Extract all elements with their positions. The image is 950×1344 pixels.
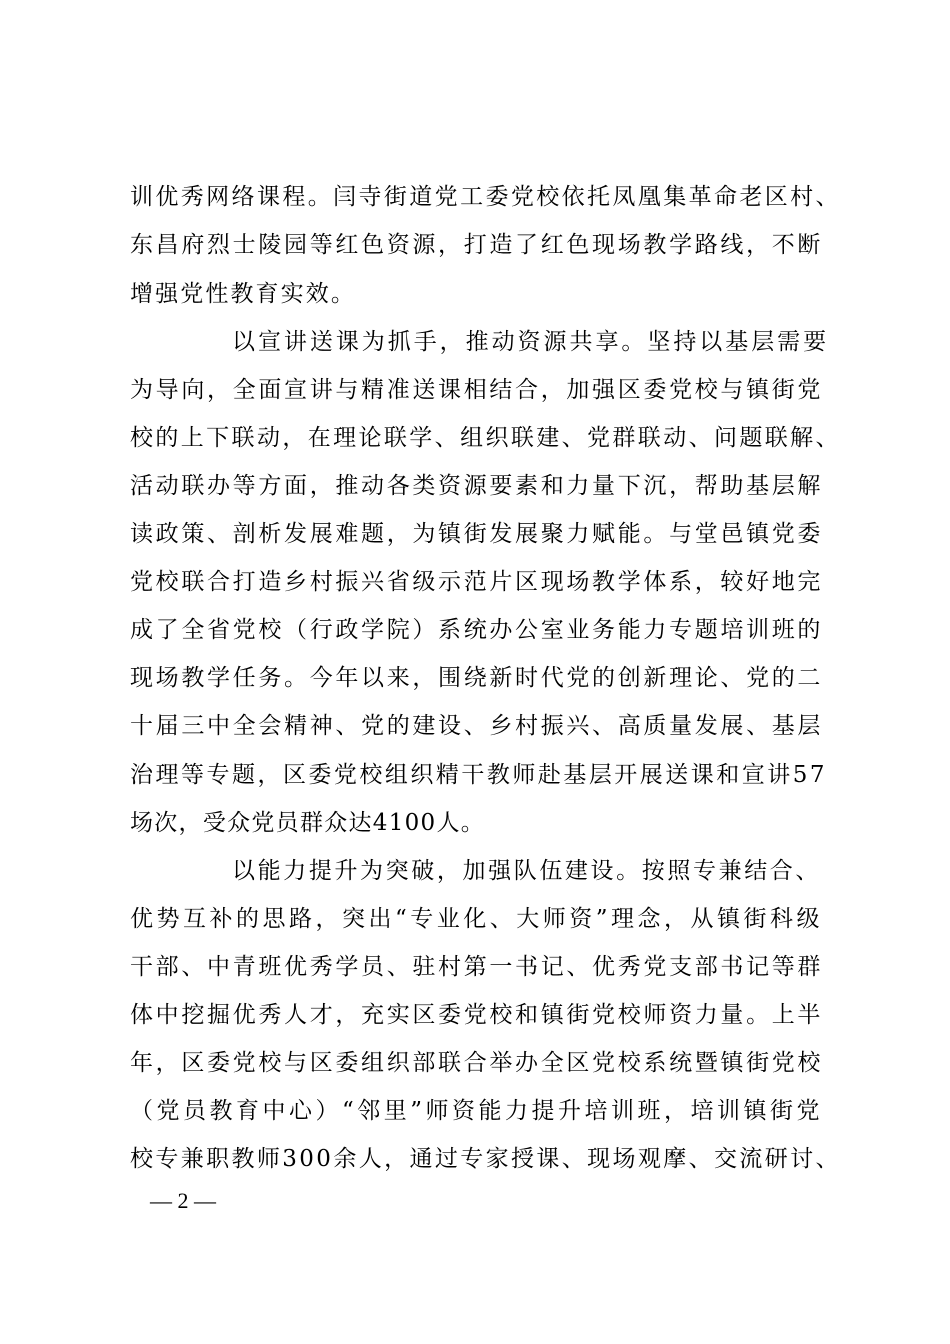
text-line (0, 1139, 950, 1179)
line-text: 十届三中全会精神、党的建设、乡村振兴、高质量发展、基层 (130, 713, 824, 739)
text-line (0, 225, 950, 265)
line-text: 校的上下联动，在理论联学、组织联建、党群联动、问题联解、 (130, 425, 841, 451)
text-line (0, 1043, 950, 1083)
line-text: 东昌府烈士陵园等红色资源，打造了红色现场教学路线，不断 (130, 232, 824, 258)
text-line (0, 995, 950, 1035)
line-text: 校专兼职教师300余人，通过专家授课、现场观摩、交流研讨、 (130, 1146, 841, 1172)
line-text: 优势互补的思路，突出“专业化、大师资”理念，从镇街科级 (130, 906, 824, 932)
text-line (0, 274, 950, 314)
text-line (0, 370, 950, 410)
line-text: 增强党性教育实效。 (130, 281, 356, 307)
text-line (0, 755, 950, 795)
text-line (0, 658, 950, 698)
line-text: 现场教学任务。今年以来，围绕新时代党的创新理论、党的二 (130, 665, 824, 691)
text-line (0, 851, 950, 891)
text-line (0, 562, 950, 602)
text-line (0, 706, 950, 746)
page-number: — 2 — (150, 1188, 216, 1213)
line-text: 治理等专题，区委党校组织精干教师赴基层开展送课和宣讲57 (130, 762, 827, 788)
line-text: 为导向，全面宣讲与精准送课相结合，加强区委党校与镇街党 (130, 377, 824, 403)
line-text: （党员教育中心）“邻里”师资能力提升培训班，培训镇街党 (130, 1098, 824, 1124)
line-text: 场次，受众党员群众达4100人。 (130, 810, 486, 836)
line-text: 读政策、剖析发展难题，为镇街发展聚力赋能。与堂邑镇党委 (130, 521, 824, 547)
text-line (0, 1091, 950, 1131)
text-line (0, 177, 950, 217)
text-line (0, 803, 950, 843)
line-text: 年，区委党校与区委组织部联合举办全区党校系统暨镇街党校 (130, 1050, 824, 1076)
line-text: 活动联办等方面，推动各类资源要素和力量下沉，帮助基层解 (130, 473, 824, 499)
line-text: 成了全省党校（行政学院）系统办公室业务能力专题培训班的 (130, 617, 824, 643)
paragraph-first-line: 以能力提升为突破，加强队伍建设。按照专兼结合、 (232, 858, 822, 884)
text-line (0, 899, 950, 939)
text-line (0, 466, 950, 506)
line-text: 干部、中青班优秀学员、驻村第一书记、优秀党支部书记等群 (130, 954, 824, 980)
line-text: 党校联合打造乡村振兴省级示范片区现场教学体系，较好地完 (130, 569, 824, 595)
text-line (0, 947, 950, 987)
line-text: 体中挖掘优秀人才，充实区委党校和镇街党校师资力量。上半 (130, 1002, 824, 1028)
line-text: 训优秀网络课程。闫寺街道党工委党校依托凤凰集革命老区村、 (130, 184, 841, 210)
paragraph-first-line: 以宣讲送课为抓手，推动资源共享。坚持以基层需要 (232, 329, 830, 355)
text-line (0, 514, 950, 554)
text-line (0, 610, 950, 650)
text-line (0, 418, 950, 458)
text-line (0, 322, 950, 362)
